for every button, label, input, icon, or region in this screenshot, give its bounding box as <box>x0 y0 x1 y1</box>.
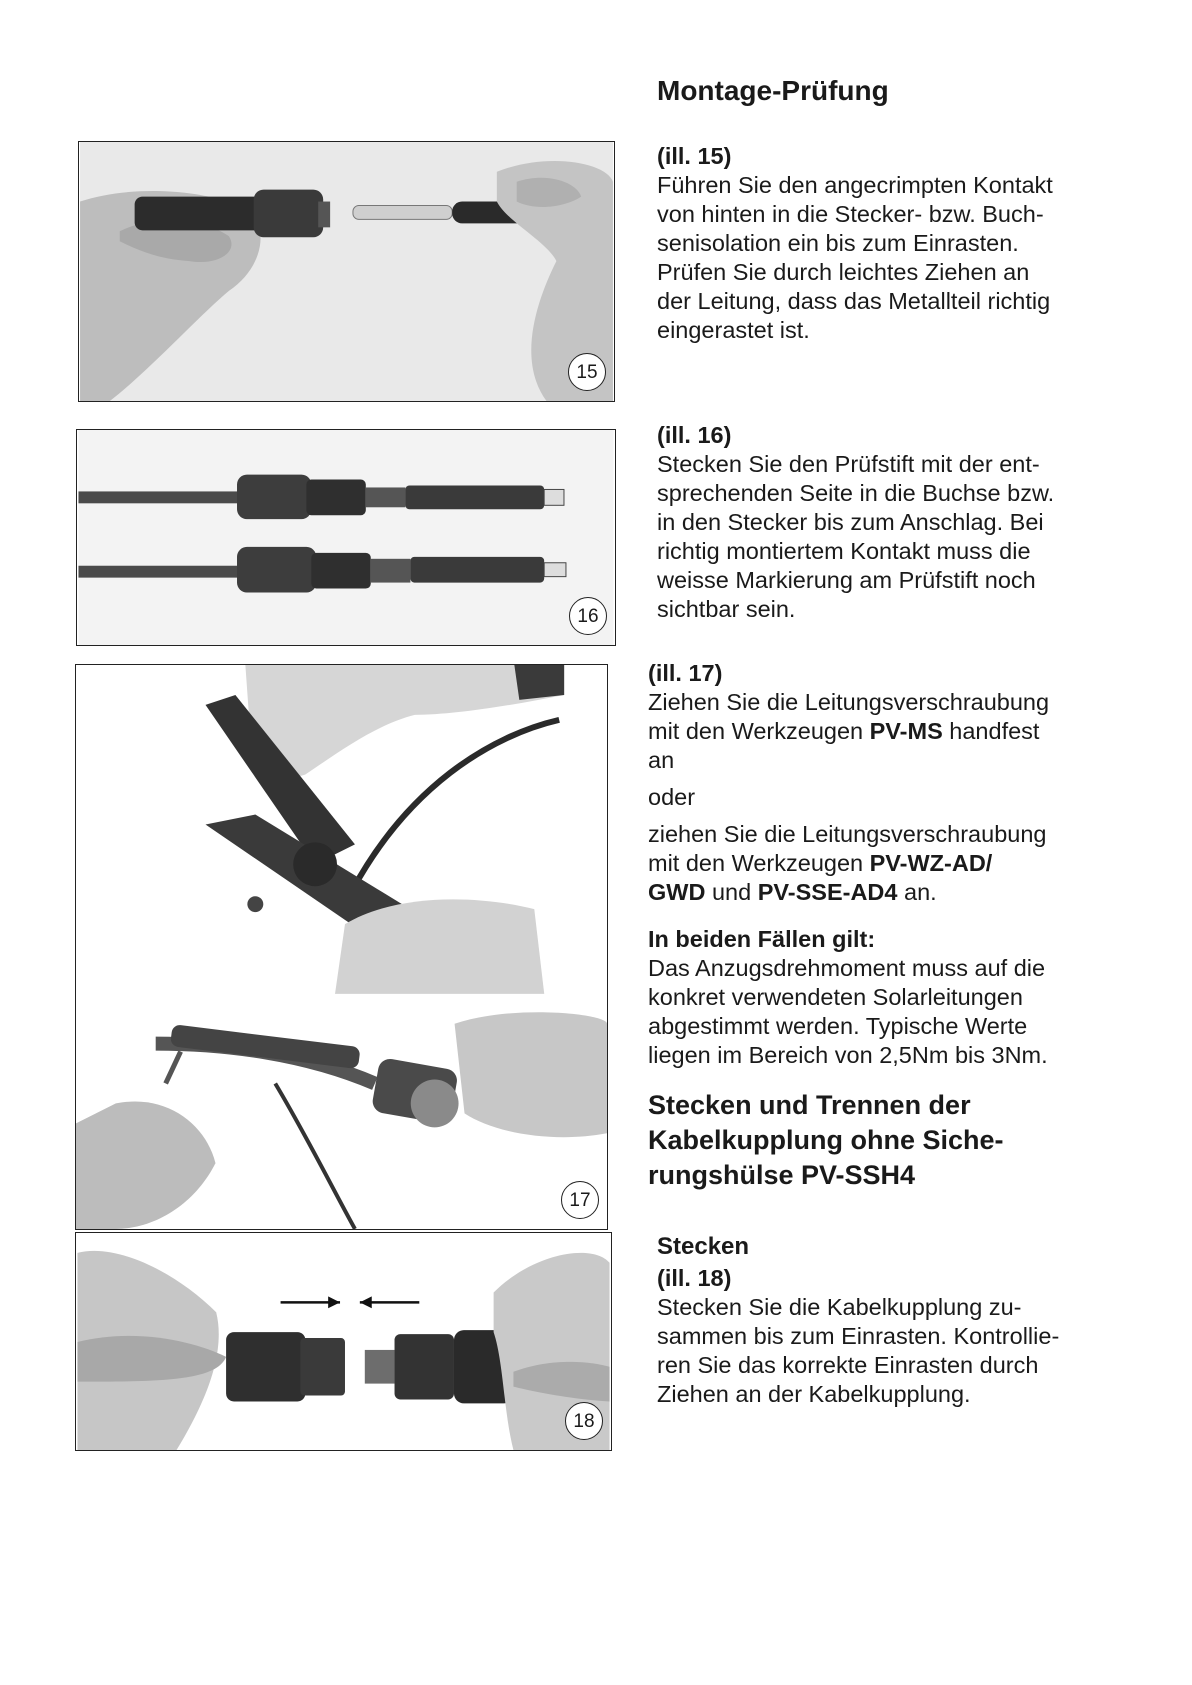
figure-15-photo <box>79 142 614 401</box>
ill17-line: mit den Werkzeugen PV-MS handfest <box>648 718 1040 744</box>
ill17-label: (ill. 17) <box>648 660 723 686</box>
ill16-line: sprechenden Seite in die Buchse bzw. <box>657 480 1055 506</box>
figure-15-number: 15 <box>568 353 606 391</box>
figure-16 <box>76 429 616 646</box>
tool-name-pv-ms: PV-MS <box>869 718 943 744</box>
ill17-line: mit den Werkzeugen PV-WZ-AD/ <box>648 850 993 876</box>
ill16-label: (ill. 16) <box>657 422 732 448</box>
figure-17 <box>75 664 608 1230</box>
figure-18 <box>75 1232 612 1451</box>
tool-name-pv-wz-ad: PV-WZ-AD/ <box>869 850 993 876</box>
ill18-line: ren Sie das korrekte Einrasten durch <box>657 1352 1039 1378</box>
ill17-block <box>648 659 1118 1193</box>
ill17-line: GWD und PV-SSE-AD4 an. <box>648 879 937 905</box>
page-title: Montage-Prüfung <box>657 75 889 106</box>
subheading-stecken: Stecken <box>657 1233 750 1260</box>
ill16-line: richtig montiertem Kontakt muss die <box>657 538 1031 564</box>
figure-17-number: 17 <box>561 1181 599 1219</box>
figure-16-number: 16 <box>569 597 607 635</box>
figure-18-number: 18 <box>565 1402 603 1440</box>
section-heading: Kabelkupplung ohne Siche- <box>648 1125 1004 1155</box>
ill18-block <box>657 1230 1127 1409</box>
ill15-line: von hinten in die Stecker- bzw. Buch- <box>657 201 1044 227</box>
note-heading: In beiden Fällen gilt: <box>648 926 876 952</box>
ill18-line: Ziehen an der Kabelkupplung. <box>657 1381 971 1407</box>
ill17-line: an <box>648 747 675 773</box>
ill15-label: (ill. 15) <box>657 143 732 169</box>
tool-name-pv-sse-ad4: PV-SSE-AD4 <box>757 879 898 905</box>
ill18-line: Stecken Sie die Kabelkupplung zu- <box>657 1294 1022 1320</box>
ill15-line: senisolation ein bis zum Einrasten. <box>657 230 1019 256</box>
note-line: liegen im Bereich von 2,5Nm bis 3Nm. <box>648 1042 1048 1068</box>
figure-16-photo <box>77 430 615 645</box>
note-line: Das Anzugsdrehmoment muss auf die <box>648 955 1046 981</box>
ill16-line: Stecken Sie den Prüfstift mit der ent- <box>657 451 1040 477</box>
ill18-line: sammen bis zum Einrasten. Kontrollie- <box>657 1323 1060 1349</box>
ill16-block <box>657 421 1117 624</box>
note-line: abgestimmt werden. Typische Werte <box>648 1013 1028 1039</box>
figure-15 <box>78 141 615 402</box>
figure-18-photo <box>76 1233 611 1450</box>
ill15-line: Führen Sie den angecrimpten Kontakt <box>657 172 1053 198</box>
ill16-line: in den Stecker bis zum Anschlag. Bei <box>657 509 1044 535</box>
section-heading: rungshülse PV-SSH4 <box>648 1160 916 1190</box>
section-heading: Stecken und Trennen der <box>648 1090 971 1120</box>
ill17-oder: oder <box>648 784 696 810</box>
ill15-line: Prüfen Sie durch leichtes Ziehen an <box>657 259 1030 285</box>
ill16-line: weisse Markierung am Prüfstift noch <box>657 567 1036 593</box>
ill15-line: der Leitung, dass das Metallteil richtig <box>657 288 1051 314</box>
ill17-line: ziehen Sie die Leitungsverschraubung <box>648 821 1047 847</box>
ill17-line: Ziehen Sie die Leitungsverschraubung <box>648 689 1050 715</box>
ill16-line: sichtbar sein. <box>657 596 796 622</box>
note-line: konkret verwendeten Solarleitungen <box>648 984 1023 1010</box>
ill15-block <box>657 142 1117 345</box>
figure-17-photo <box>76 665 607 1229</box>
ill15-line: eingerastet ist. <box>657 317 810 343</box>
ill18-label: (ill. 18) <box>657 1265 732 1291</box>
